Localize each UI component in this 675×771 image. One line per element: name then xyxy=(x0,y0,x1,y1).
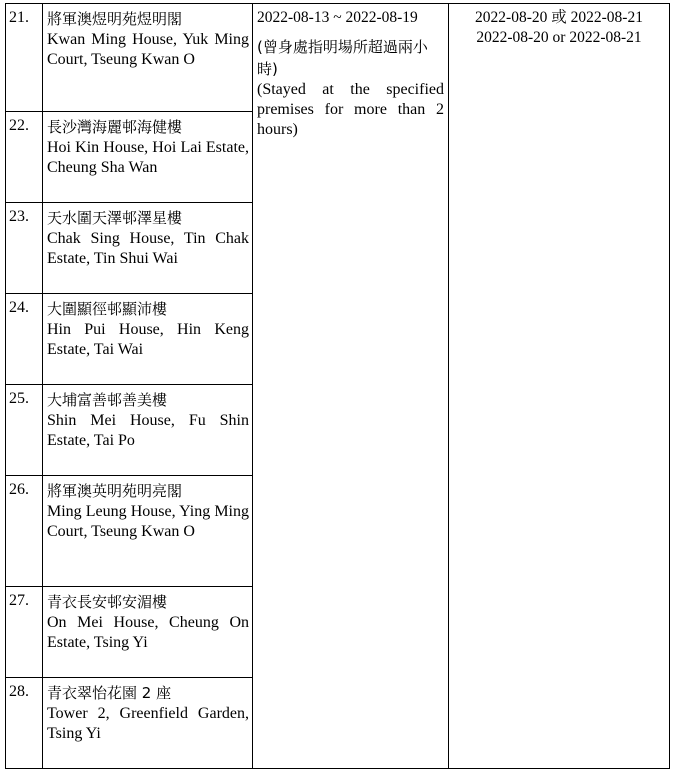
building-name-cell xyxy=(43,4,253,112)
building-name-zh: 長沙灣海麗邨海健樓 xyxy=(47,118,183,136)
building-name-zh: 將軍澳英明苑明亮閣 xyxy=(47,482,183,500)
building-name-en: On Mei House, Cheung On Estate, Tsing Yi xyxy=(47,614,249,651)
building-name-en: Kwan Ming House, Yuk Ming Court, Tseung Kwan O xyxy=(47,31,249,68)
building-name-cell xyxy=(43,678,253,769)
building-name-zh: 大圍顯徑邨顯沛樓 xyxy=(47,300,168,318)
visit-date-range: 2022-08-13 ~ 2022-08-19 xyxy=(257,9,418,26)
building-name-zh: 青衣翠怡花園 2 座 xyxy=(47,684,172,702)
testing-dates-zh: 2022-08-20 或 2022-08-21 xyxy=(475,9,643,26)
row-number: 23. xyxy=(6,203,43,294)
testing-date-cell xyxy=(449,4,670,769)
specified-premises-table xyxy=(5,3,670,769)
row-number: 21. xyxy=(6,4,43,112)
row-number: 22. xyxy=(6,112,43,203)
building-name-en: Shin Mei House, Fu Shin Estate, Tai Po xyxy=(47,412,249,449)
building-name-cell xyxy=(43,203,253,294)
building-name-en: Hin Pui House, Hin Keng Estate, Tai Wai xyxy=(47,321,249,358)
building-name-cell xyxy=(43,476,253,587)
row-number: 26. xyxy=(6,476,43,587)
stay-note-zh: (曾身處指明場所超過兩小時) xyxy=(257,38,428,78)
testing-dates-en: 2022-08-20 or 2022-08-21 xyxy=(476,29,642,46)
building-name-zh: 大埔富善邨善美樓 xyxy=(47,391,168,409)
row-number: 28. xyxy=(6,678,43,769)
building-name-cell xyxy=(43,112,253,203)
visit-period-cell xyxy=(253,4,449,769)
building-name-cell xyxy=(43,385,253,476)
building-name-en: Tower 2, Greenfield Garden, Tsing Yi xyxy=(47,705,249,742)
building-name-zh: 青衣長安邨安湄樓 xyxy=(47,593,168,611)
building-name-cell xyxy=(43,294,253,385)
stay-note-en: (Stayed at the specified premises for more than 2 hours) xyxy=(257,81,444,138)
row-number: 27. xyxy=(6,587,43,678)
building-name-cell xyxy=(43,587,253,678)
building-name-en: Chak Sing House, Tin Chak Estate, Tin Shui Wai xyxy=(47,230,249,267)
building-name-zh: 將軍澳煜明苑煜明閣 xyxy=(47,10,183,28)
table-row xyxy=(6,4,670,112)
row-number: 24. xyxy=(6,294,43,385)
building-name-zh: 天水圍天澤邨澤星樓 xyxy=(47,209,183,227)
building-name-en: Ming Leung House, Ying Ming Court, Tseung Kwan O xyxy=(47,503,249,540)
building-name-en: Hoi Kin House, Hoi Lai Estate, Cheung Sha Wan xyxy=(47,139,249,176)
row-number: 25. xyxy=(6,385,43,476)
